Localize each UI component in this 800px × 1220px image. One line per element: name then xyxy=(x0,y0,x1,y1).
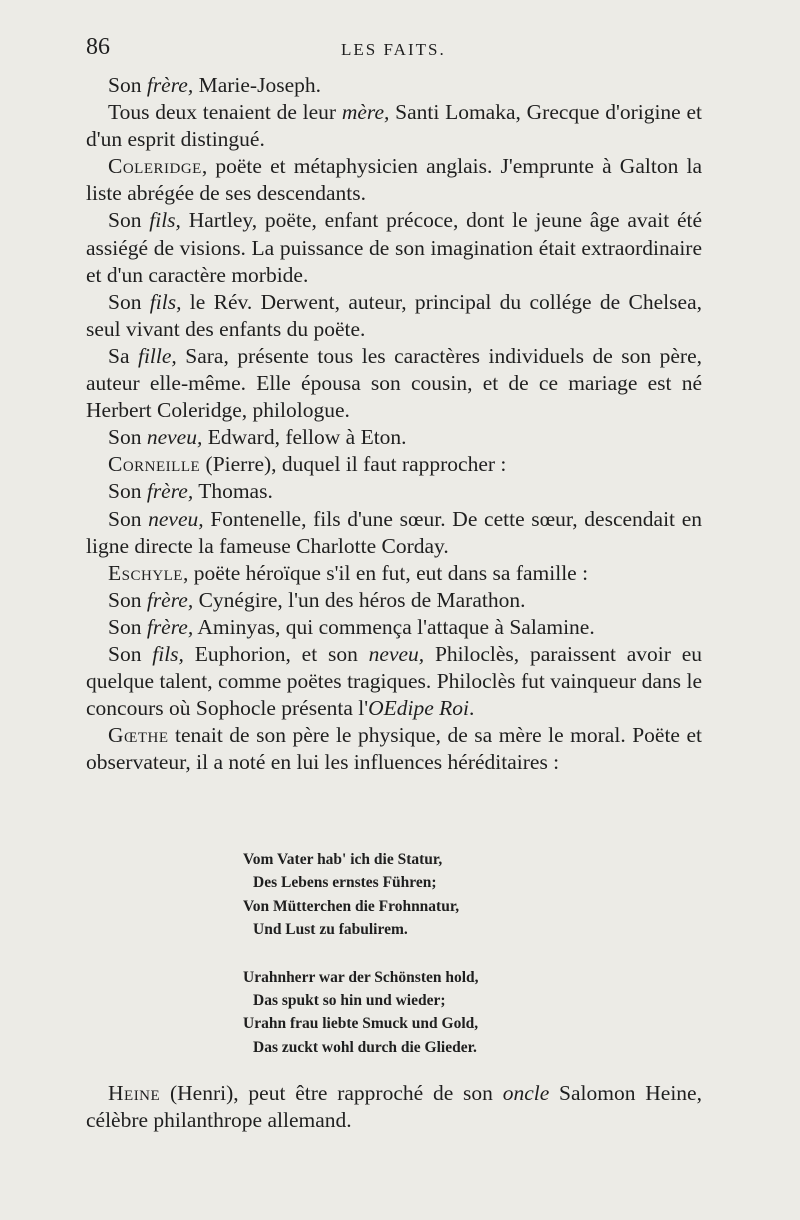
paragraph: Son fils, le Rév. Derwent, auteur, principal du collége de Chelsea, seul vivant des enfants du poëte. xyxy=(86,289,702,341)
poem-stanza xyxy=(243,848,479,942)
poem-line: Von Mütterchen die Frohnnatur, xyxy=(243,897,460,915)
paragraph: Corneille (Pierre), duquel il faut rapprocher : xyxy=(108,452,507,477)
paragraph: Son frère, Aminyas, qui commença l'attaque à Salamine. xyxy=(108,614,595,639)
paragraph: Son frère, Marie-Joseph. xyxy=(108,73,321,97)
poem-line: Das zuckt wohl durch die Glieder. xyxy=(253,1038,477,1056)
poem-line: Und Lust zu fabulirem. xyxy=(253,921,408,939)
poem-quote xyxy=(243,848,479,1059)
page-number: 86 xyxy=(86,34,110,60)
paragraph: Son fils, Euphorion, et son neveu, Philoclès, paraissent avoir eu quelque talent, comme poëtes tragiques. Philoclès fut vainqueur dans le concours où Sophocle présenta l'OEdipe Roi. xyxy=(86,641,702,721)
running-head: LES FAITS. xyxy=(341,40,446,59)
poem-line: Das spukt so hin und wieder; xyxy=(253,992,446,1010)
page-header xyxy=(86,34,702,64)
poem-line: Vom Vater hab' ich die Statur, xyxy=(243,851,443,868)
poem-line: Urahn frau liebte Smuck und Gold, xyxy=(243,1015,479,1033)
poem-line: Urahnherr war der Schönsten hold, xyxy=(243,968,479,986)
paragraph: Son fils, Hartley, poëte, enfant précoce, dont le jeune âge avait été assiégé de visions. La puissance de son imagination était extraordinaire et d'un caractère morbide. xyxy=(86,208,703,287)
poem-stanza xyxy=(243,966,479,1060)
paragraph: Gœthe tenait de son père le physique, de sa mère le moral. Poëte et observateur, il a noté en lui les influences héréditaires : xyxy=(86,723,702,775)
body-text xyxy=(86,72,702,776)
paragraph: Heine (Henri), peut être rapproché de son oncle Salomon Heine, célèbre philanthrope allemand. xyxy=(86,1081,702,1133)
paragraph: Sa fille, Sara, présente tous les caractères individuels de son père, auteur elle-même. Elle épousa son cousin, et de ce mariage est né Herbert Coleridge, philologue. xyxy=(86,343,702,423)
paragraph: Son frère, Thomas. xyxy=(108,479,273,504)
paragraph: Son frère, Cynégire, l'un des héros de Marathon. xyxy=(108,587,526,612)
paragraph: Tous deux tenaient de leur mère, Santi Lomaka, Grecque d'origine et d'un esprit distingué. xyxy=(86,100,702,152)
poem-line: Des Lebens ernstes Führen; xyxy=(253,874,437,892)
closing-paragraph xyxy=(86,1080,702,1134)
paragraph: Son neveu, Fontenelle, fils d'une sœur. De cette sœur, descendait en ligne directe la fameuse Charlotte Corday. xyxy=(86,506,702,558)
paragraph: Eschyle, poëte héroïque s'il en fut, eut dans sa famille : xyxy=(108,560,589,585)
paragraph: Son neveu, Edward, fellow à Eton. xyxy=(108,425,407,450)
paragraph: Coleridge, poëte et métaphysicien anglais. J'emprunte à Galton la liste abrégée de ses descendants. xyxy=(86,154,702,206)
